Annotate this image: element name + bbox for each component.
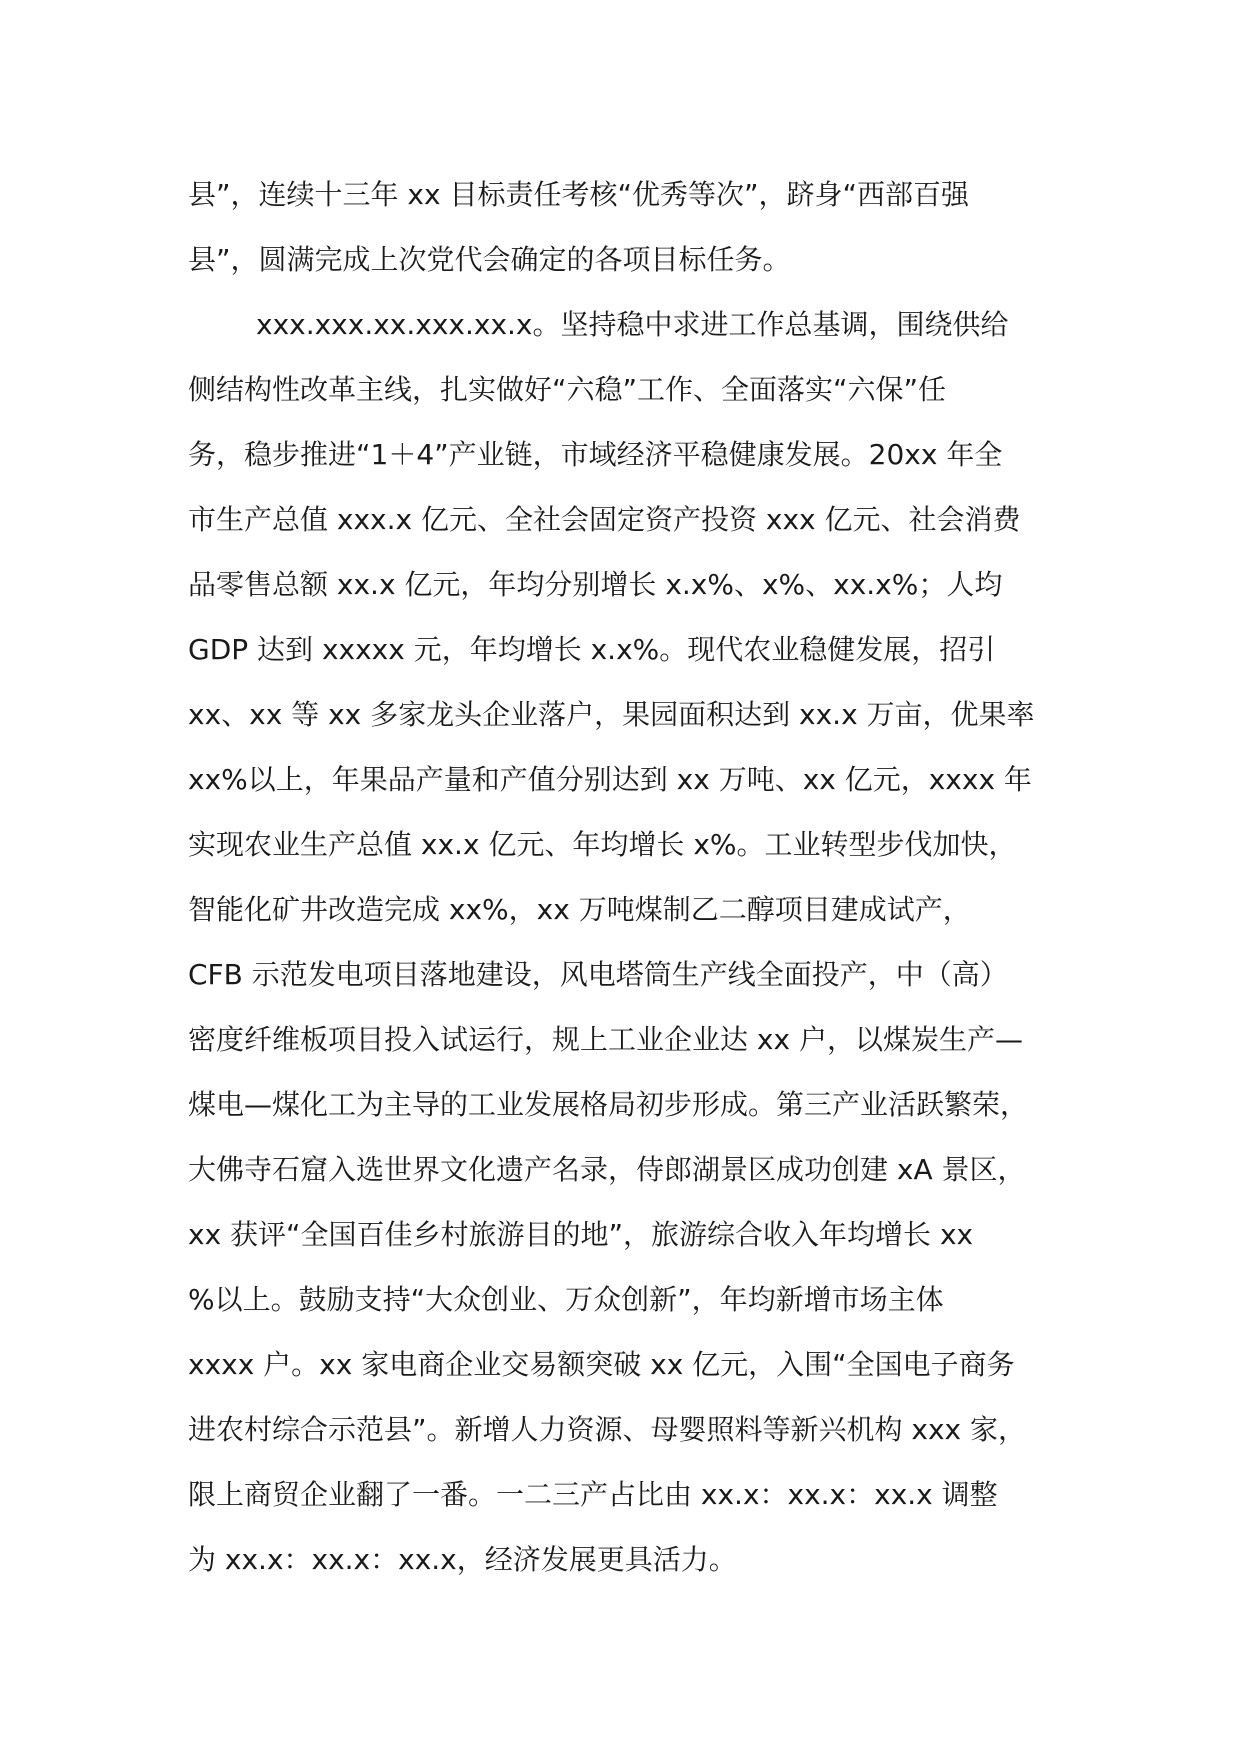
paragraph-1 [188,162,1083,292]
text-line: 侧结构性改革主线，扎实做好“六稳”工作、全面落实“六保”任 [188,373,947,406]
text-line: CFB 示范发电项目落地建设，风电塔筒生产线全面投产，中（高） [188,958,1008,991]
text-line: xx、xx 等 xx 多家龙头企业落户，果园面积达到 xx.x 万亩，优果率 [188,698,1035,731]
text-line: 密度纤维板项目投入试运行，规上工业企业达 xx 户，以煤炭生产— [188,1023,1023,1056]
text-line: xx%以上，年果品产量和产值分别达到 xx 万吨、xx 亿元，xxxx 年 [188,763,1032,796]
body-text [188,162,1083,1592]
text-line: 市生产总值 xxx.x 亿元、全社会固定资产投资 xxx 亿元、社会消费 [188,503,1021,536]
text-line: xxxx 户。xx 家电商企业交易额突破 xx 亿元，入围“全国电子商务 [188,1348,1015,1381]
paragraph-2 [188,292,1083,1592]
text-line: 为 xx.x：xx.x：xx.x，经济发展更具活力。 [188,1543,737,1576]
text-line: 县”，连续十三年 xx 目标责任考核“优秀等次”，跻身“西部百强 [188,178,969,211]
text-line: 智能化矿井改造完成 xx%，xx 万吨煤制乙二醇项目建成试产， [188,893,971,926]
text-line: xx 获评“全国百佳乡村旅游目的地”，旅游综合收入年均增长 xx [188,1218,974,1251]
text-line: 品零售总额 xx.x 亿元，年均分别增长 x.x%、x%、xx.x%；人均 [188,568,1003,601]
text-line: 限上商贸企业翻了一番。一二三产占比由 xx.x：xx.x：xx.x 调整 [188,1478,998,1511]
text-line: 实现农业生产总值 xx.x 亿元、年均增长 x%。工业转型步伐加快， [188,828,1017,861]
text-line: 大佛寺石窟入选世界文化遗产名录，侍郎湖景区成功创建 xA 景区， [188,1153,1026,1186]
text-line: 进农村综合示范县”。新增人力资源、母婴照料等新兴机构 xxx 家， [188,1413,1027,1446]
text-line: %以上。鼓励支持“大众创业、万众创新”，年均新增市场主体 [188,1283,944,1316]
text-line: 煤电—煤化工为主导的工业发展格局初步形成。第三产业活跃繁荣， [188,1088,1029,1121]
text-line: GDP 达到 xxxxx 元，年均增长 x.x%。现代农业稳健发展，招引 [188,633,996,666]
text-line: 务，稳步推进“1＋4”产业链，市域经济平稳健康发展。20xx 年全 [188,438,1003,471]
text-line: xxx.xxx.xx.xxx.xx.x。坚持稳中求进工作总基调，围绕供给 [256,308,1009,341]
text-line: 县”，圆满完成上次党代会确定的各项目标任务。 [188,243,791,276]
